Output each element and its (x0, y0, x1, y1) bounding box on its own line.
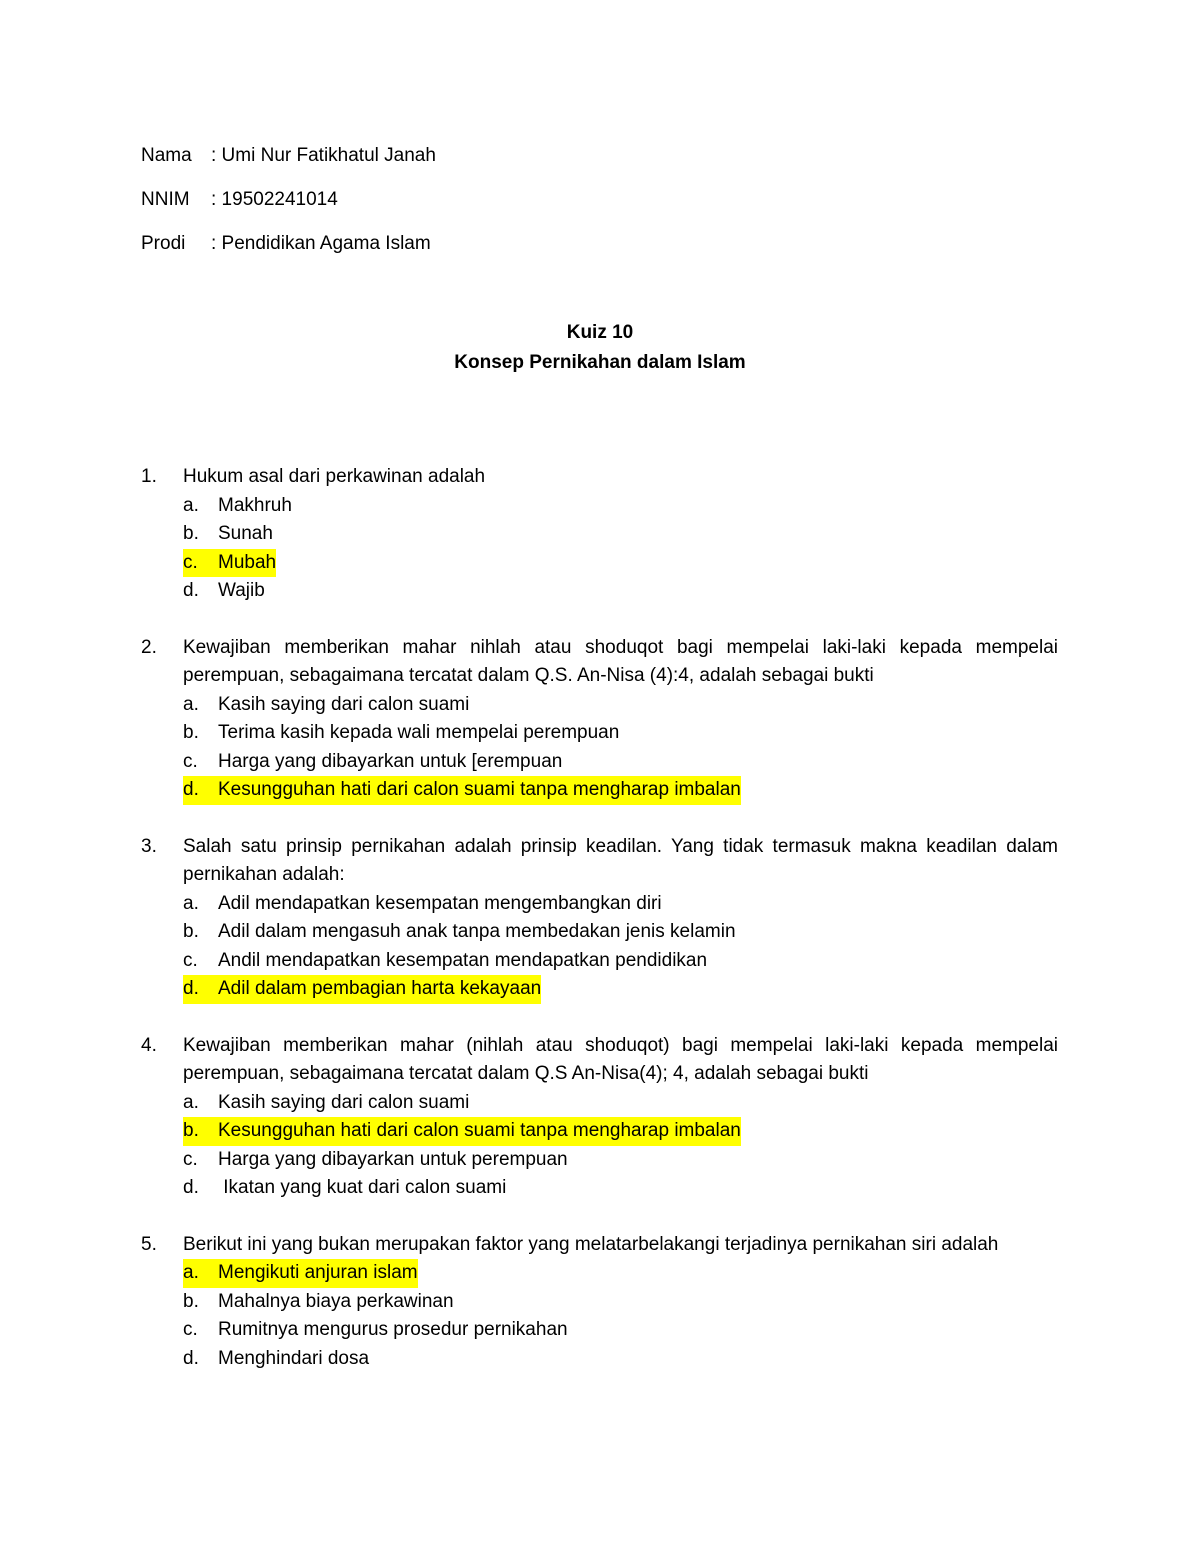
quiz-title (0, 318, 1200, 378)
option-text: Rumitnya mengurus prosedur pernikahan (218, 1319, 568, 1340)
option-label: c. (183, 1319, 198, 1340)
option-text: Kesungguhan hati dari calon suami tanpa mengharap imbalan (218, 779, 741, 800)
answer-option (183, 890, 1058, 919)
answer-option-selected (183, 1259, 1058, 1288)
option-label: a. (183, 1091, 199, 1113)
question-item (141, 1231, 1058, 1374)
answer-option-selected (183, 975, 1058, 1004)
option-text: Kasih saying dari calon suami (218, 1091, 470, 1113)
question-text: Kewajiban memberikan mahar nihlah atau shoduqot bagi mempelai laki-laki kepada mempelai perempuan, sebagaimana tercatat dalam Q.S. An-Nisa (4):4, adalah sebagai bukti (183, 636, 1058, 686)
option-content (183, 1345, 369, 1374)
option-text: Mahalnya biaya perkawinan (218, 1290, 454, 1312)
answer-option-selected (183, 1117, 1058, 1146)
answer-option (183, 918, 1058, 947)
option-label: a. (183, 494, 199, 516)
option-text: Terima kasih kepada wali mempelai perempuan (218, 722, 620, 743)
option-content (183, 890, 662, 919)
info-value: : Umi Nur Fatikhatul Janah (211, 145, 436, 166)
option-content (183, 691, 469, 720)
info-label: Nama (141, 145, 192, 166)
option-content (183, 520, 273, 549)
option-text: Mubah (218, 551, 277, 573)
option-text: Kesungguhan hati dari calon suami tanpa mengharap imbalan (218, 1120, 741, 1141)
question-text: Berikut ini yang bukan merupakan faktor yang melatarbelakangi terjadinya pernikahan siri adalah (183, 1233, 999, 1255)
question-number: 1. (141, 466, 157, 487)
info-row-prodi (141, 230, 436, 274)
option-content (183, 492, 292, 521)
question-item (141, 833, 1058, 1004)
question-number: 2. (141, 636, 157, 658)
answer-highlight (183, 1259, 418, 1288)
option-text: Harga yang dibayarkan untuk [erempuan (218, 750, 563, 772)
option-label: c. (183, 1148, 198, 1170)
option-content (183, 577, 265, 606)
question-body (183, 1231, 1058, 1374)
question-body (183, 1032, 1058, 1203)
answer-option (183, 691, 1058, 720)
option-content (183, 1089, 469, 1118)
option-label: b. (183, 523, 199, 544)
option-label: c. (183, 949, 198, 971)
option-content (183, 918, 736, 947)
option-label: d. (183, 580, 199, 601)
option-content (183, 1288, 454, 1317)
question-item (141, 1032, 1058, 1203)
option-text: Makhruh (218, 494, 292, 516)
option-content (183, 748, 562, 777)
question-body (183, 463, 1058, 606)
answer-option (183, 1288, 1058, 1317)
info-row-name (141, 142, 436, 186)
answer-option (183, 1146, 1058, 1175)
question-number: 5. (141, 1233, 157, 1255)
answer-option (183, 1316, 1058, 1345)
question-item (141, 634, 1058, 805)
option-label: b. (183, 1290, 199, 1312)
question-text: Salah satu prinsip pernikahan adalah prinsip keadilan. Yang tidak termasuk makna keadilan dalam pernikahan adalah: (183, 835, 1058, 885)
option-text: Kasih saying dari calon suami (218, 693, 470, 715)
answer-option-selected (183, 549, 1058, 578)
option-label: b. (183, 1120, 199, 1141)
option-text: Adil mendapatkan kesempatan mengembangkan diri (218, 892, 662, 914)
answer-option (183, 719, 1058, 748)
option-label: d. (183, 1177, 199, 1198)
question-number: 4. (141, 1034, 157, 1056)
option-content (183, 1316, 568, 1345)
option-text: Menghindari dosa (218, 1347, 370, 1369)
answer-option-selected (183, 776, 1058, 805)
option-label: a. (183, 693, 199, 715)
answer-option (183, 577, 1058, 606)
answer-highlight (183, 975, 541, 1004)
answer-option (183, 947, 1058, 976)
option-label: a. (183, 892, 199, 914)
option-label: d. (183, 1347, 199, 1369)
option-text: Harga yang dibayarkan untuk perempuan (218, 1148, 568, 1170)
info-value: : Pendidikan Agama Islam (211, 233, 431, 254)
option-label: a. (183, 1262, 199, 1283)
option-content (183, 719, 619, 748)
option-label: c. (183, 750, 198, 772)
option-label: d. (183, 779, 199, 800)
question-body (183, 833, 1058, 1004)
option-text: Mengikuti anjuran islam (218, 1262, 418, 1283)
answer-option (183, 1089, 1058, 1118)
question-number: 3. (141, 835, 157, 857)
answer-highlight (183, 1117, 741, 1146)
option-label: c. (183, 551, 198, 573)
info-value: : 19502241014 (211, 189, 338, 210)
answer-option (183, 1174, 1058, 1203)
answer-option (183, 520, 1058, 549)
option-label: b. (183, 921, 199, 942)
quiz-title-line2: Konsep Pernikahan dalam Islam (454, 352, 746, 373)
option-text: Ikatan yang kuat dari calon suami (218, 1177, 507, 1198)
option-text: Andil mendapatkan kesempatan mendapatkan pendidikan (218, 949, 708, 971)
question-body (183, 634, 1058, 805)
option-content (183, 1174, 506, 1203)
option-text: Wajib (218, 580, 265, 601)
info-label: Prodi (141, 233, 186, 254)
quiz-title-line1: Kuiz 10 (566, 322, 634, 343)
info-label: NNIM (141, 189, 190, 210)
option-label: b. (183, 722, 199, 743)
student-info (141, 142, 436, 274)
info-row-nim (141, 186, 436, 230)
option-label: d. (183, 978, 199, 999)
answer-option (183, 1345, 1058, 1374)
answer-option (183, 492, 1058, 521)
option-text: Adil dalam mengasuh anak tanpa membedakan jenis kelamin (218, 921, 736, 942)
answer-option (183, 748, 1058, 777)
question-item (141, 463, 1058, 606)
option-content (183, 1146, 568, 1175)
option-text: Sunah (218, 523, 273, 544)
answer-highlight (183, 549, 276, 578)
question-text: Kewajiban memberikan mahar (nihlah atau shoduqot) bagi mempelai laki-laki kepada mempelai perempuan, sebagaimana tercatat dalam Q.S An-Nisa(4); 4, adalah sebagai bukti (183, 1034, 1058, 1084)
option-content (183, 947, 707, 976)
question-list (141, 463, 1058, 1401)
question-text: Hukum asal dari perkawinan adalah (183, 466, 486, 487)
option-text: Adil dalam pembagian harta kekayaan (218, 978, 542, 999)
answer-highlight (183, 776, 741, 805)
